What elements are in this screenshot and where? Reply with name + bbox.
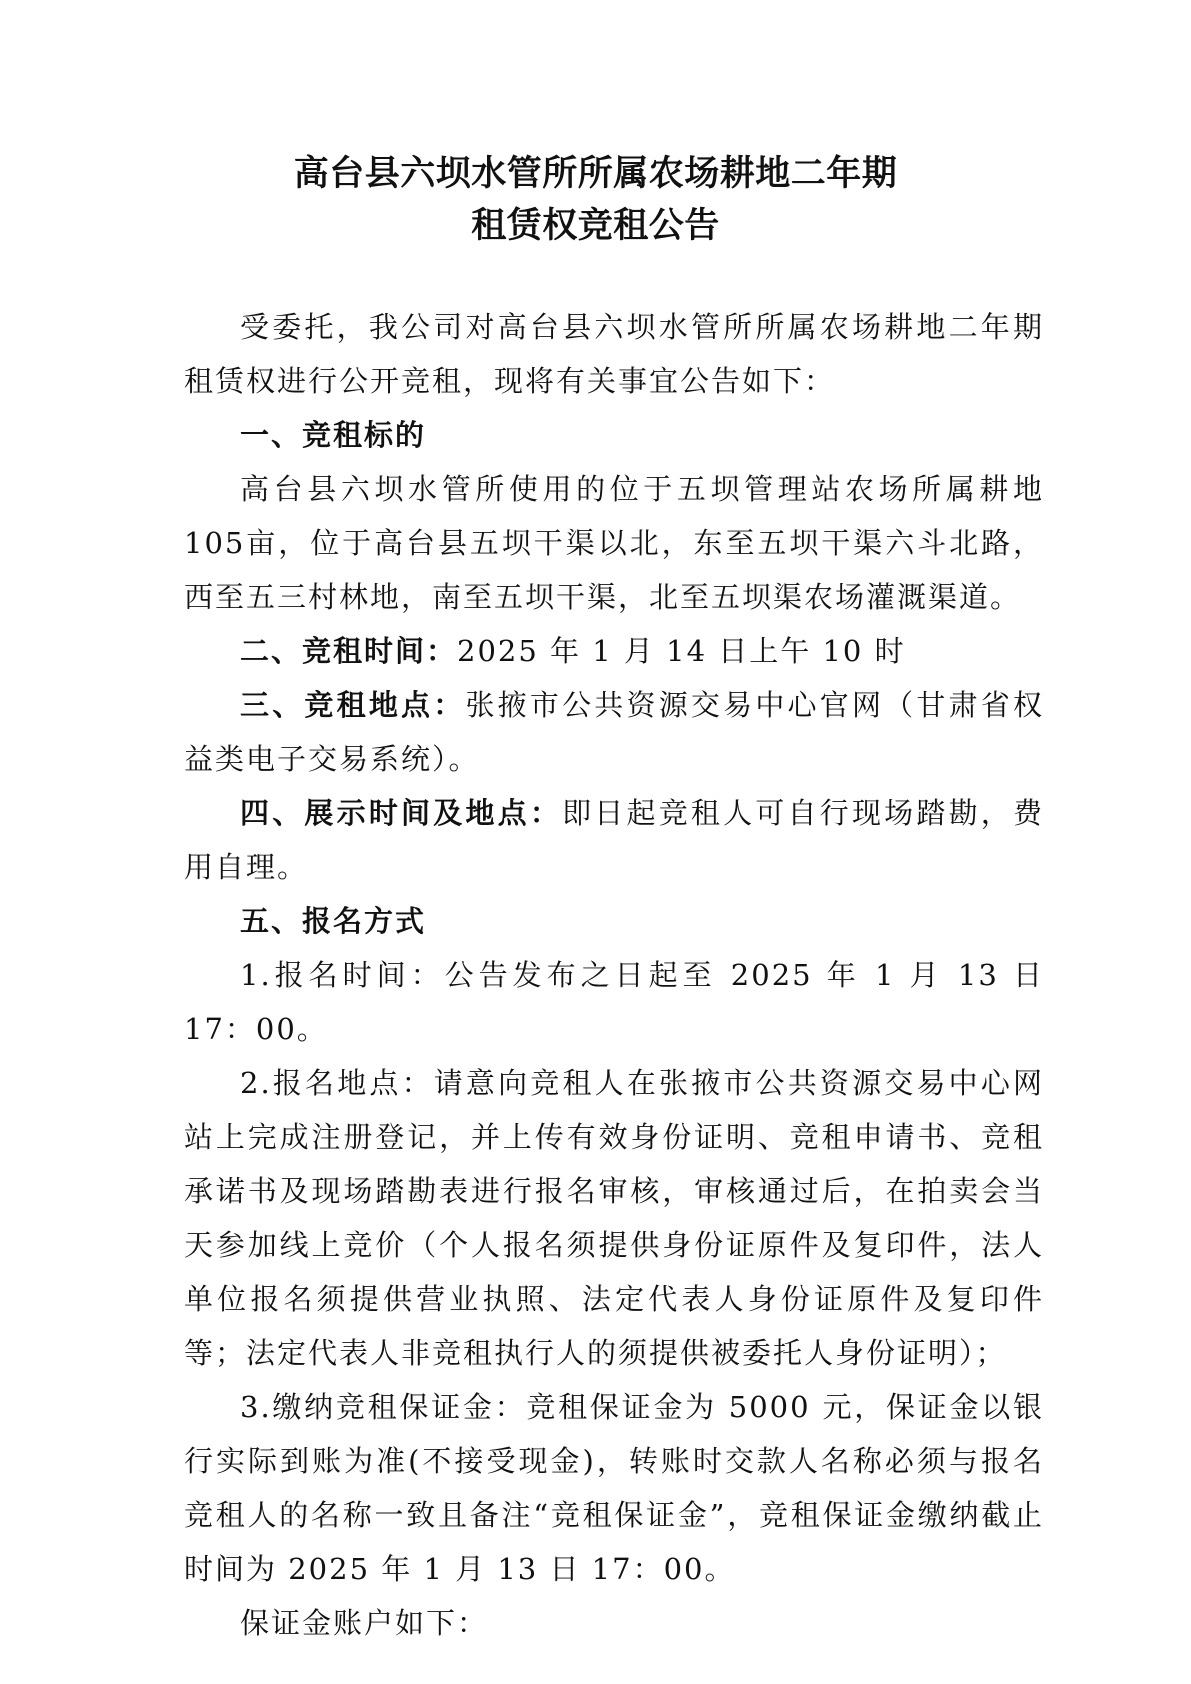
- section-2: [184, 624, 1044, 678]
- section-4: [184, 786, 1044, 894]
- section-1-heading: 一、竞租标的: [240, 418, 427, 452]
- document-title-line-2: 租赁权竞租公告: [471, 205, 720, 246]
- section-5-item-1: 1.报名时间：公告发布之日起至 2025 年 1 月 13 日 17：00。: [184, 958, 1044, 1046]
- section-2-heading: 二、竞租时间：: [240, 634, 458, 668]
- section-3-text: 张掖市公共资源交易中心官网（甘肃省权益类电子交易系统）。: [184, 688, 1044, 776]
- intro-paragraph: 受委托，我公司对高台县六坝水管所所属农场耕地二年期租赁权进行公开竞租，现将有关事宜公告如下：: [184, 310, 1044, 398]
- section-4-text: 即日起竞租人可自行现场踏勘，费用自理。: [184, 796, 1044, 884]
- section-5-heading: 五、报名方式: [240, 904, 427, 938]
- account-intro: 保证金账户如下：: [240, 1606, 489, 1640]
- section-3: [184, 678, 1044, 786]
- section-5-item-2: 2.报名地点：请意向竞租人在张掖市公共资源交易中心网站上完成注册登记，并上传有效身份证明、竞租申请书、竞租承诺书及现场踏勘表进行报名审核，审核通过后，在拍卖会当天参加线上竞价（个人报名须提供身份证原件及复印件，法人单位报名须提供营业执照、法定代表人身份证原件及复印件等；法定代表人非竞租执行人的须提供被委托人身份证明）；: [184, 1066, 1044, 1370]
- section-4-heading: 四、展示时间及地点：: [240, 796, 563, 830]
- section-2-text: 2025 年 1 月 14 日上午 10 时: [457, 634, 906, 668]
- document-title-line-1: 高台县六坝水管所所属农场耕地二年期: [293, 153, 898, 194]
- section-1-text: 高台县六坝水管所使用的位于五坝管理站农场所属耕地105亩，位于高台县五坝干渠以北，东至五坝干渠六斗北路，西至五三村林地，南至五坝干渠，北至五坝渠农场灌溉渠道。: [184, 472, 1044, 614]
- section-5-item-3: 3.缴纳竞租保证金：竞租保证金为 5000 元，保证金以银行实际到账为准(不接受现金)，转账时交款人名称必须与报名竞租人的名称一致且备注“竞租保证金”，竞租保证金缴纳截止时间为 2025 年 1 月 13 日 17：00。: [184, 1390, 1044, 1586]
- document-body: [184, 300, 1044, 1650]
- section-3-heading: 三、竞租地点：: [240, 688, 466, 722]
